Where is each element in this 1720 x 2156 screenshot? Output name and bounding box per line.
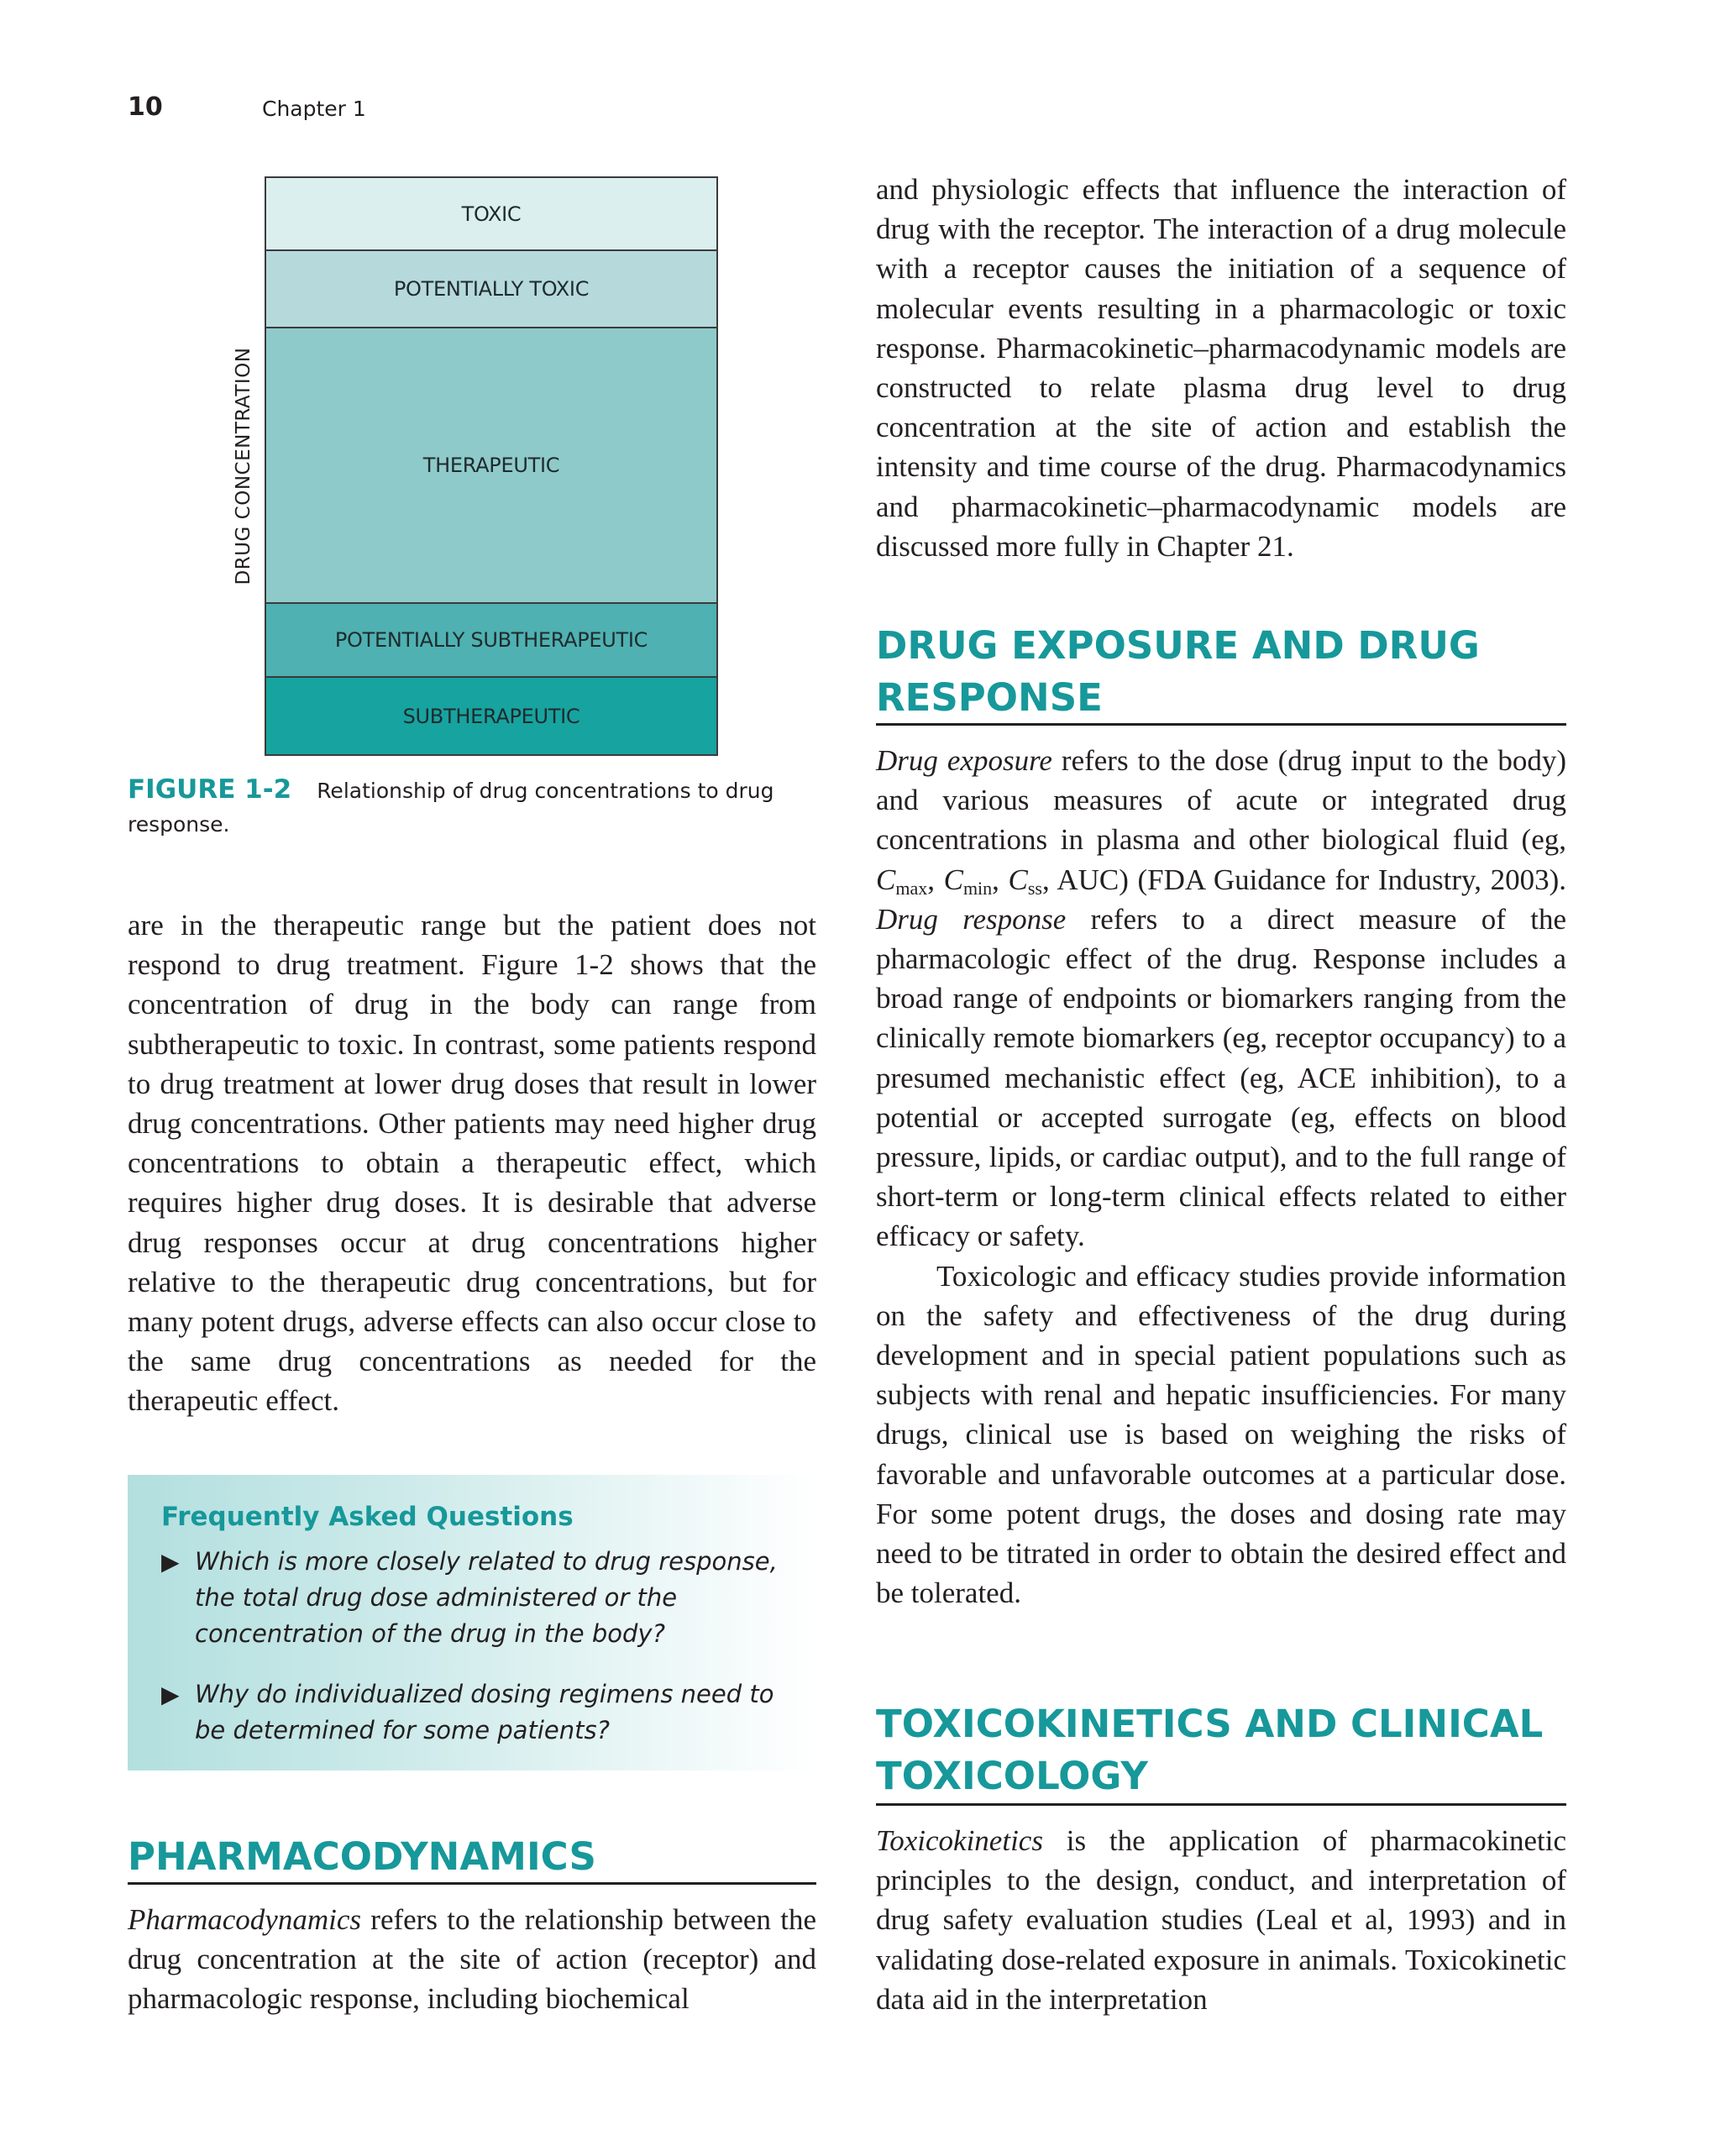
term: Drug exposure	[876, 744, 1052, 777]
left-column-text	[128, 905, 816, 1421]
zone-label: POTENTIALLY SUBTHERAPEUTIC	[334, 628, 648, 652]
faq-title: Frequently Asked Questions	[161, 1502, 574, 1532]
faq-question	[161, 1676, 800, 1749]
figure-caption-text: Relationship of drug concentrations to drug response.	[128, 779, 774, 837]
text: refers to the dose (drug input to the body) and various measures of acute or integrated drug concentrations in plasma and other biological fluid (eg,	[876, 744, 1566, 857]
faq-question	[161, 1544, 800, 1652]
text: refers to a direct measure of the pharmacologic effect of the drug. Response includes a broad range of endpoints or biomarkers ranging from the clinically remote biomarkers (eg, receptor occupancy) to a presumed mechanistic effect (eg, ACE inhibition), to a potential or accepted surrogate (eg, effects on blood pressure, lipids, or cardiac output), and to the full range of short-term or long-term clinical effects related to either efficacy or safety.	[876, 902, 1566, 1253]
text: refers to the relationship between the drug concentration at the site of action (receptor) and pharmacologic response, including biochemical	[128, 1903, 816, 2016]
concentration-zones	[265, 176, 718, 756]
right-column-top-text	[876, 170, 1566, 566]
section-heading-pharmacodynamics: PHARMACODYNAMICS	[128, 1831, 816, 1885]
paragraph: and physiologic effects that influence the interaction of drug with the receptor. The interaction of a drug molecule with a receptor causes the initiation of a sequence of molecular events resulting in a pharmacologic or toxic response. Pharmacokinetic–pharmacodynamic models are constructed to relate plasma drug level to drug concentration at the site of action and establish the intensity and time course of the drug. Pharmacodynamics and pharmacokinetic–pharmacodynamic models are discussed more fully in Chapter 21.	[876, 173, 1566, 563]
faq-question-text: Why do individualized dosing regimens need to be determined for some patients?	[195, 1680, 774, 1744]
triangle-bullet-icon: ▶	[161, 1548, 180, 1576]
page-header	[128, 91, 632, 133]
zone-label: SUBTHERAPEUTIC	[402, 704, 580, 728]
figure-label: FIGURE 1-2	[128, 774, 292, 805]
term: Drug response	[876, 902, 1067, 936]
text: ,	[992, 863, 1009, 896]
faq-question-text: Which is more closely related to drug response, the total drug dose administered or the concentration of the drug in the body?	[195, 1547, 778, 1648]
text: , AUC) (FDA Guidance for Industry, 2003).	[1041, 863, 1566, 896]
zone-potentially-toxic	[266, 251, 716, 328]
text: ,	[927, 863, 944, 896]
zone-label: POTENTIALLY TOXIC	[393, 277, 590, 301]
section-heading-drug-exposure: DRUG EXPOSURE AND DRUG RESPONSE	[876, 620, 1566, 726]
paragraph	[876, 741, 1566, 1256]
paragraph	[128, 1900, 816, 2019]
symbol: C	[876, 863, 896, 896]
drug-exposure-text	[876, 741, 1566, 1613]
figure-caption	[128, 773, 816, 842]
zone-potentially-subtherapeutic	[266, 604, 716, 678]
paragraph	[876, 1821, 1566, 2019]
symbol: C	[1008, 863, 1028, 896]
term: Toxicokinetics	[876, 1824, 1043, 1857]
subscript: min	[962, 877, 993, 899]
zone-label: THERAPEUTIC	[422, 454, 560, 477]
running-head: Chapter 1	[262, 97, 366, 121]
section-heading-toxicokinetics: TOXICOKINETICS AND CLINICAL TOXICOLOGY	[876, 1698, 1566, 1806]
paragraph: are in the therapeutic range but the patient does not respond to drug treatment. Figure 1-2 shows that the concentration of drug in the body can range from subtherapeutic to toxic. In contrast, some patients respond to drug treatment at lower drug doses that result in lower drug concentrations. Other patients may need higher drug concentrations to obtain a therapeutic effect, which requires higher drug doses. It is desirable that adverse drug responses occur at drug concentrations higher relative to the therapeutic drug concentrations, but for many potent drugs, adverse effects can also occur close to the same drug concentrations as needed for the therapeutic effect.	[128, 909, 816, 1418]
subscript: ss	[1027, 877, 1042, 899]
subscript: max	[895, 877, 928, 899]
zone-subtherapeutic	[266, 678, 716, 754]
term: Pharmacodynamics	[128, 1903, 362, 1936]
text: is the application of pharmacokinetic principles to the design, conduct, and interpretation of drug safety evaluation studies (Leal et al, 1993) and in validating dose-related exposure in animals. Toxicokinetic data aid in the interpretation	[876, 1824, 1566, 2016]
pharmacodynamics-text	[128, 1900, 816, 2019]
zone-therapeutic	[266, 328, 716, 604]
toxicokinetics-text	[876, 1821, 1566, 2019]
page-number: 10	[128, 92, 163, 122]
paragraph: Toxicologic and efficacy studies provide information on the safety and effectiveness of the drug during development and in special patient populations such as subjects with renal and hepatic insufficiencies. For many drugs, clinical use is based on weighing the risks of favorable and unfavorable outcomes at a particular dose. For some potent drugs, the doses and dosing rate may need to be titrated in order to obtain the desired effect and be tolerated.	[876, 1259, 1566, 1610]
symbol: C	[943, 863, 963, 896]
triangle-bullet-icon: ▶	[161, 1681, 180, 1708]
zone-label: TOXIC	[461, 202, 522, 226]
zone-toxic	[266, 178, 716, 251]
y-axis-label-text: DRUG CONCENTRATION	[233, 347, 254, 585]
faq-box	[128, 1475, 816, 1770]
